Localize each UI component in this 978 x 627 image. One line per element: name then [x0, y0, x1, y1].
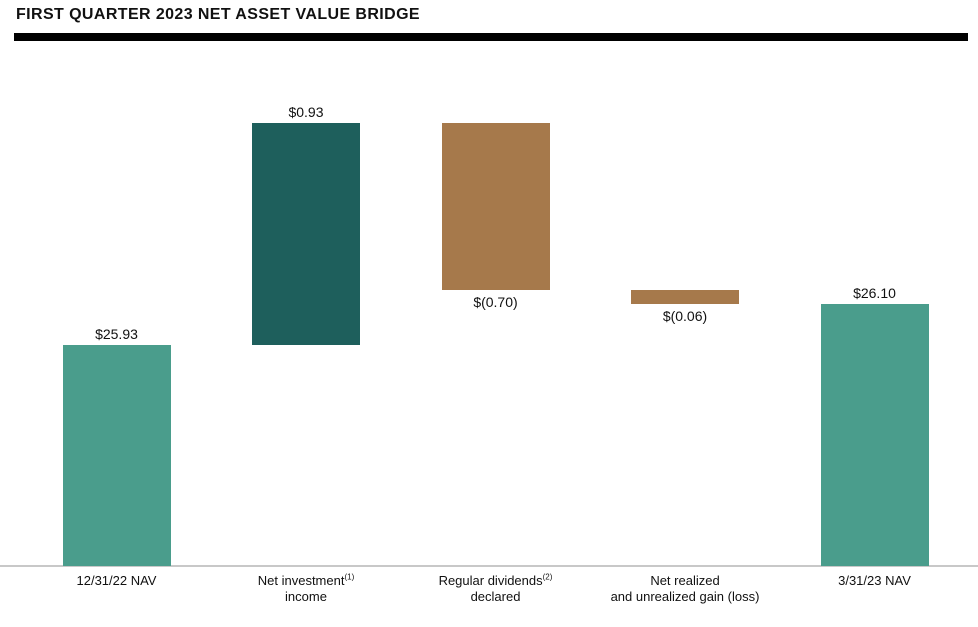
category-line-1: 12/31/22 NAV	[76, 573, 157, 588]
bar-value-label: $25.93	[95, 325, 138, 342]
bar-category-label	[386, 573, 606, 605]
bar-category-label	[575, 573, 795, 605]
chart-title: FIRST QUARTER 2023 NET ASSET VALUE BRIDGE	[16, 6, 421, 23]
bar-value-label: $0.93	[288, 104, 324, 121]
bar-category-label	[765, 573, 978, 589]
category-line-1: Regular dividends	[438, 573, 543, 588]
waterfall-bar	[252, 123, 360, 344]
category-line-2: income	[285, 589, 327, 604]
bar-value-label: $(0.70)	[473, 293, 518, 310]
category-line-2: declared	[470, 589, 521, 604]
waterfall-bar	[442, 123, 550, 290]
waterfall-bar	[63, 345, 171, 566]
bar-value-label: $(0.06)	[662, 308, 708, 325]
waterfall-bar	[631, 290, 739, 304]
footnote-superscript: (1)	[344, 572, 355, 582]
category-line-1: Net realized	[650, 573, 720, 588]
category-line-2: and unrealized gain (loss)	[610, 589, 760, 604]
footnote-superscript: (2)	[542, 572, 553, 582]
bar-value-label: $26.10	[853, 285, 896, 302]
waterfall-bar	[821, 304, 929, 566]
category-line-1: Net investment	[257, 573, 345, 588]
bar-category-label	[196, 573, 416, 605]
bar-category-label	[7, 573, 227, 589]
category-line-1: 3/31/23 NAV	[838, 573, 911, 588]
